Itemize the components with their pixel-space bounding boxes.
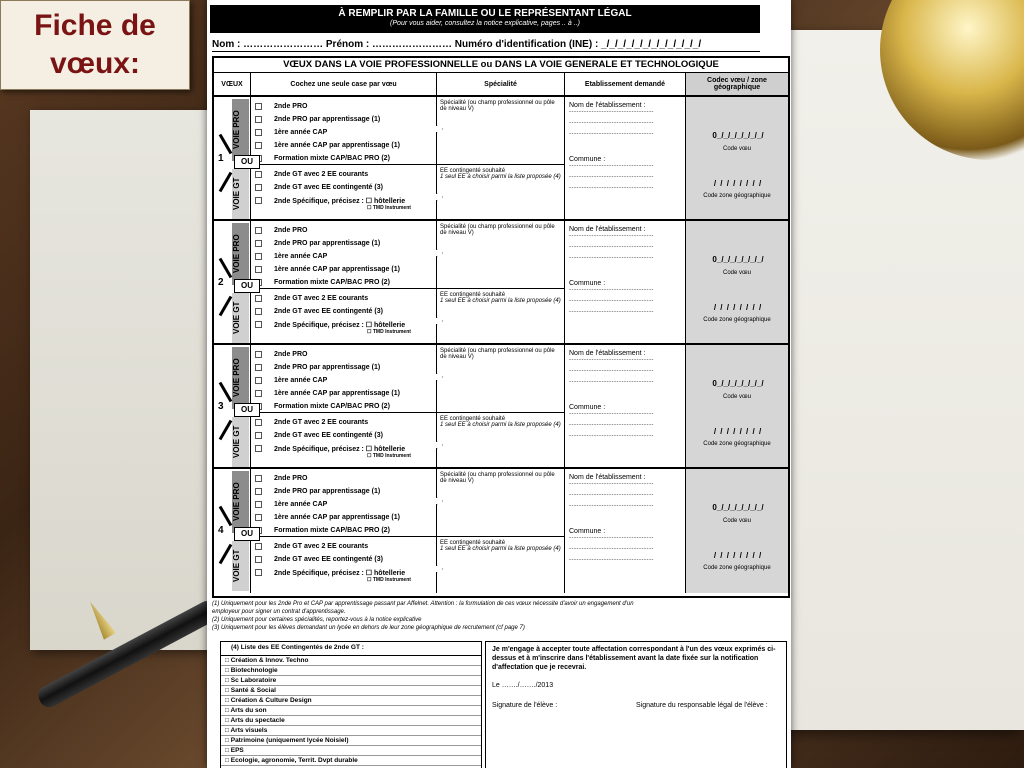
checkbox[interactable] — [255, 419, 262, 426]
blank-line[interactable]: ---------------------------------- — [569, 422, 654, 428]
choice-label: 2nde PRO — [274, 351, 308, 358]
voie-pro-label: VOIE PRO — [232, 482, 241, 522]
voeu-etablissement — [565, 345, 686, 467]
form-header-subtitle: (Pour vous aider, consultez la notice explicative, pages .. à ..) — [390, 20, 580, 27]
commune-label: Commune : — [569, 156, 606, 163]
choice-option[interactable] — [255, 374, 436, 387]
col-header-voeux: VŒUX — [214, 73, 251, 95]
signature-parent: Signature du responsable légal de l'élève : — [636, 702, 768, 709]
form-header — [210, 5, 760, 33]
code-zone-label: Code zone géographique — [703, 441, 771, 447]
voeu-row — [214, 469, 788, 593]
choice-label: 2nde GT avec 2 EE courants — [274, 543, 369, 550]
form-header-title: À REMPLIR PAR LA FAMILLE OU LE REPRÉSENTANT LÉGAL — [338, 8, 632, 19]
choice-option[interactable] — [255, 400, 436, 413]
choice-label: 2nde PRO par apprentissage (1) — [274, 364, 381, 371]
ou-label: OU — [234, 403, 260, 417]
ee-contingentes-list — [220, 641, 482, 768]
choice-option[interactable] — [255, 276, 436, 289]
etablissement-label: Nom de l'établissement : — [569, 226, 646, 233]
footnotes — [212, 600, 782, 632]
choice-label: 2nde PRO — [274, 103, 308, 110]
pro-choices — [251, 221, 436, 289]
desk-paper-left — [30, 110, 220, 650]
choice-label: Formation mixte CAP/BAC PRO (2) — [274, 527, 390, 534]
tmd-option[interactable]: ☐ TMD Instrument — [367, 205, 411, 211]
voeux-table-header — [214, 73, 788, 97]
choice-label: 2nde PRO par apprentissage (1) — [274, 240, 381, 247]
ee-souhaite-note: 1 seul EE à choisir parmi la liste proposée (4) — [440, 422, 561, 428]
tmd-option[interactable]: ☐ TMD Instrument — [367, 329, 411, 335]
blank-line[interactable]: ---------------------------------- — [569, 379, 654, 385]
code-voeu-field[interactable]: 0_/_/_/_/_/_/_/ — [712, 131, 764, 140]
code-zone-label: Code zone géographique — [703, 565, 771, 571]
ee-list-item[interactable]: □ Arts du son — [221, 706, 481, 716]
choice-option[interactable] — [255, 498, 436, 511]
choice-label: Formation mixte CAP/BAC PRO (2) — [274, 403, 390, 410]
checkbox[interactable] — [255, 475, 262, 482]
checkbox[interactable] — [255, 543, 262, 550]
form-sheet — [207, 0, 791, 768]
ee-souhaite-note: 1 seul EE à choisir parmi la liste proposée (4) — [440, 298, 561, 304]
voeu-number: 3 — [218, 401, 224, 412]
choice-label: 2nde GT avec 2 EE courants — [274, 171, 369, 178]
code-zone-field[interactable]: / / / / / / / / — [713, 303, 763, 312]
ee-list-item[interactable]: □ Patrimoine (uniquement lycée Noisiel) — [221, 736, 481, 746]
footnote: (2) Uniquement pour certaines spécialités, reportez-vous à la notice explicative — [212, 617, 422, 623]
code-voeu-field[interactable]: 0_/_/_/_/_/_/_/ — [712, 379, 764, 388]
choice-option[interactable] — [255, 250, 436, 263]
arrow-icon — [219, 296, 233, 317]
code-zone-field[interactable]: / / / / / / / / — [713, 551, 763, 560]
blank-line[interactable]: ---------------------------------- — [569, 557, 654, 563]
ee-list-item[interactable]: □ EPS — [221, 746, 481, 756]
voeux-table — [212, 56, 790, 598]
choice-option[interactable] — [255, 263, 436, 276]
voeu-number: 1 — [218, 153, 224, 164]
choice-option[interactable] — [255, 100, 436, 113]
voeu-specialite — [437, 97, 565, 219]
voie-pro-label: VOIE PRO — [232, 358, 241, 398]
blank-line[interactable]: ---------------------------------- — [569, 287, 654, 293]
blank-line[interactable]: ---------------------------------- — [569, 120, 654, 126]
choice-label: 1ère année CAP par apprentissage (1) — [274, 390, 400, 397]
choice-option[interactable] — [255, 485, 436, 498]
ou-label: OU — [234, 279, 260, 293]
voeu-row — [214, 97, 788, 221]
code-voeu-field[interactable]: 0_/_/_/_/_/_/_/ — [712, 503, 764, 512]
voie-gt-label: VOIE GT — [232, 549, 241, 583]
choice-option[interactable] — [255, 305, 436, 318]
ee-souhaite-note: 1 seul EE à choisir parmi la liste proposée (4) — [440, 174, 561, 180]
choice-label: 2nde PRO par apprentissage (1) — [274, 488, 381, 495]
checkbox[interactable] — [255, 103, 262, 110]
etablissement-label: Nom de l'établissement : — [569, 474, 646, 481]
ou-label: OU — [234, 155, 260, 169]
choice-label: 2nde Spécifique, précisez : ☐ hôtellerie — [274, 197, 406, 205]
voeu-side — [214, 97, 251, 219]
checkbox[interactable] — [255, 514, 262, 521]
voie-gt-label: VOIE GT — [232, 425, 241, 459]
signature-student: Signature de l'élève : — [492, 702, 558, 709]
voeu-etablissement — [565, 97, 686, 219]
arrow-icon — [219, 420, 233, 441]
voie-gt-label: VOIE GT — [232, 177, 241, 211]
code-zone-field[interactable]: / / / / / / / / — [713, 427, 763, 436]
ee-souhaite-note: 1 seul EE à choisir parmi la liste proposée (4) — [440, 546, 561, 552]
etablissement-label: Nom de l'établissement : — [569, 350, 646, 357]
gt-choices — [251, 165, 436, 211]
blank-line[interactable]: ---------------------------------- — [569, 503, 654, 509]
blank-line[interactable]: ---------------------------------- — [569, 233, 654, 239]
voie-gt-label: VOIE GT — [232, 301, 241, 335]
blank-line[interactable]: ---------------------------------- — [569, 535, 654, 541]
checkbox[interactable] — [255, 116, 262, 123]
specialite-pro-text: Spécialité (ou champ professionnel ou pôle de niveau V) — [440, 224, 555, 236]
choice-option[interactable] — [255, 237, 436, 250]
choice-label: 1ère année CAP par apprentissage (1) — [274, 142, 400, 149]
engagement-text: Je m'engage à accepter toute affectation correspondant à l'un des vœux exprimés ci-dessus et à m'inscrire dans l'établissement avant la date fixée sur la notification d'affectation que je recevrai. — [492, 646, 776, 671]
ee-list-item[interactable]: □ Arts du spectacle — [221, 716, 481, 726]
voeu-choices — [251, 97, 437, 219]
blank-line[interactable]: ---------------------------------- — [569, 185, 654, 191]
checkbox[interactable] — [255, 184, 262, 191]
blank-line[interactable]: ---------------------------------- — [569, 481, 654, 487]
choice-option[interactable] — [255, 387, 436, 400]
blank-line[interactable]: ---------------------------------- — [569, 357, 654, 363]
arrow-icon — [219, 172, 233, 193]
choice-label: 2nde PRO par apprentissage (1) — [274, 116, 381, 123]
ee-list-item[interactable]: □ Biotechnologie — [221, 666, 481, 676]
code-voeu-label: Code vœu — [722, 146, 751, 152]
checkbox[interactable] — [255, 308, 262, 315]
ou-label: OU — [234, 527, 260, 541]
blank-line[interactable]: ---------------------------------- — [569, 244, 654, 250]
blank-line[interactable]: ---------------------------------- — [569, 433, 654, 439]
ee-list-item[interactable]: □ Création & Innov. Techno — [221, 656, 481, 666]
footnote: employeur pour signer un contrat d'apprentissage. — [212, 609, 346, 615]
blank-line[interactable]: ---------------------------------- — [569, 368, 654, 374]
blank-line[interactable]: ---------------------------------- — [569, 492, 654, 498]
voeu-specialite — [437, 345, 565, 467]
voeu-choices — [251, 469, 437, 593]
arrow-icon — [219, 544, 233, 565]
checkbox[interactable] — [255, 501, 262, 508]
checkbox[interactable] — [255, 445, 262, 452]
tmd-option[interactable]: ☐ TMD Instrument — [367, 577, 411, 583]
col-header-specialite: Spécialité — [437, 73, 565, 95]
choice-label: 1ère année CAP par apprentissage (1) — [274, 514, 400, 521]
checkbox[interactable] — [255, 129, 262, 136]
choice-label: 2nde GT avec EE contingenté (3) — [274, 308, 383, 315]
blank-line[interactable]: ---------------------------------- — [569, 309, 654, 315]
arrow-icon — [219, 134, 233, 155]
choice-option[interactable] — [255, 113, 436, 126]
gt-choices — [251, 537, 436, 583]
choice-option[interactable] — [255, 224, 436, 237]
choice-label: 2nde GT avec EE contingenté (3) — [274, 432, 383, 439]
checkbox[interactable] — [255, 390, 262, 397]
choice-option[interactable] — [255, 152, 436, 165]
voeu-code — [686, 97, 788, 219]
choice-label: 2nde Spécifique, précisez : ☐ hôtellerie — [274, 569, 406, 577]
choice-label: 1ère année CAP — [274, 129, 328, 136]
voeu-etablissement — [565, 221, 686, 343]
checkbox[interactable] — [255, 364, 262, 371]
checkbox[interactable] — [255, 266, 262, 273]
blank-line[interactable]: ---------------------------------- — [569, 109, 654, 115]
blank-line[interactable]: ---------------------------------- — [569, 255, 654, 261]
choice-option[interactable] — [255, 553, 436, 566]
choice-option[interactable] — [255, 416, 436, 429]
arrow-icon — [219, 506, 233, 527]
choice-option[interactable] — [255, 126, 436, 139]
pro-choices — [251, 469, 436, 537]
checkbox[interactable] — [255, 295, 262, 302]
footnote: (1) Uniquement pour les 2nde Pro et CAP par apprentissage passant par Affelnet. Attention : la formulation de ces vœux nécessite d'avoir un engagement d'un — [212, 601, 634, 607]
footnote: (3) Uniquement pour les élèves demandant un lycée en dehors de leur zone géographique de recrutement (cf page 7) — [212, 625, 525, 631]
ee-souhaite-title: EE contingenté souhaité — [440, 292, 506, 298]
voeu-number: 2 — [218, 277, 224, 288]
ee-list-item[interactable]: □ Ecologie, agronomie, Territ. Dvpt durable — [221, 756, 481, 766]
voeu-code — [686, 469, 788, 593]
ee-list-item[interactable]: □ Arts visuels — [221, 726, 481, 736]
voeu-side — [214, 469, 251, 593]
checkbox[interactable] — [255, 171, 262, 178]
checkbox[interactable] — [255, 253, 262, 260]
engagement-box — [485, 641, 787, 768]
voeu-row — [214, 345, 788, 469]
ee-list-item[interactable]: □ Sc Laboratoire — [221, 676, 481, 686]
choice-label: 2nde GT avec 2 EE courants — [274, 295, 369, 302]
gt-choices — [251, 289, 436, 335]
ee-items — [221, 656, 481, 766]
voie-pro-label: VOIE PRO — [232, 234, 241, 274]
choice-option[interactable] — [255, 429, 436, 442]
ee-souhaite-title: EE contingenté souhaité — [440, 540, 506, 546]
ee-list-item[interactable]: □ Santé & Social — [221, 686, 481, 696]
pro-choices — [251, 97, 436, 165]
choice-option[interactable] — [255, 540, 436, 553]
code-zone-field[interactable]: / / / / / / / / — [713, 179, 763, 188]
choice-label: 1ère année CAP — [274, 501, 328, 508]
voeu-side — [214, 345, 251, 467]
commune-label: Commune : — [569, 280, 606, 287]
specialite-pro-text: Spécialité (ou champ professionnel ou pôle de niveau V) — [440, 348, 555, 360]
voeux-rows — [214, 97, 788, 593]
col-header-etablissement: Etablissement demandé — [565, 73, 686, 95]
choice-label: Formation mixte CAP/BAC PRO (2) — [274, 279, 390, 286]
choice-label: 2nde PRO — [274, 475, 308, 482]
code-voeu-label: Code vœu — [722, 270, 751, 276]
choice-label: 2nde GT avec EE contingenté (3) — [274, 556, 383, 563]
ee-souhaite-title: EE contingenté souhaité — [440, 168, 506, 174]
code-voeu-label: Code vœu — [722, 518, 751, 524]
code-voeu-label: Code vœu — [722, 394, 751, 400]
voeu-choices — [251, 221, 437, 343]
blank-line[interactable]: ---------------------------------- — [569, 163, 654, 169]
blank-line[interactable]: ---------------------------------- — [569, 298, 654, 304]
choice-option[interactable] — [255, 361, 436, 374]
checkbox[interactable] — [255, 377, 262, 384]
choice-label: 2nde GT avec EE contingenté (3) — [274, 184, 383, 191]
commune-label: Commune : — [569, 528, 606, 535]
blank-line[interactable]: ---------------------------------- — [569, 131, 654, 137]
checkbox[interactable] — [255, 240, 262, 247]
choice-option[interactable] — [255, 168, 436, 181]
voeu-side — [214, 221, 251, 343]
choice-option[interactable] — [255, 181, 436, 194]
code-zone-label: Code zone géographique — [703, 193, 771, 199]
col-header-code: Codec vœu / zone géographique — [686, 73, 788, 95]
choice-option[interactable] — [255, 139, 436, 152]
choice-label: Formation mixte CAP/BAC PRO (2) — [274, 155, 390, 162]
voie-pro-label: VOIE PRO — [232, 110, 241, 150]
gt-choices — [251, 413, 436, 459]
checkbox[interactable] — [255, 351, 262, 358]
title-card — [0, 0, 190, 90]
choice-option[interactable] — [255, 472, 436, 485]
ee-list-item[interactable]: □ Création & Culture Design — [221, 696, 481, 706]
choice-label: 1ère année CAP par apprentissage (1) — [274, 266, 400, 273]
etablissement-label: Nom de l'établissement : — [569, 102, 646, 109]
commune-label: Commune : — [569, 404, 606, 411]
arrow-icon — [219, 258, 233, 279]
checkbox[interactable] — [255, 321, 262, 328]
col-header-cochez: Cochez une seule case par vœu — [251, 73, 437, 95]
choice-option[interactable] — [255, 511, 436, 524]
ee-souhaite-title: EE contingenté souhaité — [440, 416, 506, 422]
checkbox[interactable] — [255, 227, 262, 234]
checkbox[interactable] — [255, 488, 262, 495]
slide-title: Fiche de vœux: — [34, 9, 156, 80]
checkbox[interactable] — [255, 569, 262, 576]
checkbox[interactable] — [255, 556, 262, 563]
pro-choices — [251, 345, 436, 413]
blank-line[interactable]: ---------------------------------- — [569, 174, 654, 180]
choice-label: 1ère année CAP — [274, 377, 328, 384]
identity-line: Nom : …………………… Prénom : …………………… Numéro d'identification (INE) : _/_/_/_/_/_/_/_/_/_/_/_/ — [212, 39, 760, 52]
voeu-code — [686, 221, 788, 343]
voeu-number: 4 — [218, 525, 224, 536]
blank-line[interactable]: ---------------------------------- — [569, 546, 654, 552]
checkbox[interactable] — [255, 197, 262, 204]
blank-line[interactable]: ---------------------------------- — [569, 411, 654, 417]
engagement-date: Le ……./……./2013 — [492, 682, 554, 689]
tmd-option[interactable]: ☐ TMD Instrument — [367, 453, 411, 459]
choice-label: 2nde PRO — [274, 227, 308, 234]
voeu-specialite — [437, 221, 565, 343]
choice-label: 2nde GT avec 2 EE courants — [274, 419, 369, 426]
code-zone-label: Code zone géographique — [703, 317, 771, 323]
specialite-pro-text: Spécialité (ou champ professionnel ou pôle de niveau V) — [440, 100, 555, 112]
voeu-row — [214, 221, 788, 345]
choice-option[interactable] — [255, 292, 436, 305]
checkbox[interactable] — [255, 142, 262, 149]
choice-label: 2nde Spécifique, précisez : ☐ hôtellerie — [274, 321, 406, 329]
choice-option[interactable] — [255, 524, 436, 537]
choice-option[interactable] — [255, 348, 436, 361]
choice-label: 1ère année CAP — [274, 253, 328, 260]
choice-label: 2nde Spécifique, précisez : ☐ hôtellerie — [274, 445, 406, 453]
voeu-code — [686, 345, 788, 467]
voeu-etablissement — [565, 469, 686, 593]
checkbox[interactable] — [255, 432, 262, 439]
voeux-table-title: VŒUX DANS LA VOIE PROFESSIONNELLE ou DANS LA VOIE GENERALE ET TECHNOLOGIQUE — [214, 58, 788, 73]
specialite-pro-text: Spécialité (ou champ professionnel ou pôle de niveau V) — [440, 472, 555, 484]
ee-list-title: (4) Liste des EE Contingentés de 2nde GT : — [221, 642, 481, 656]
arrow-icon — [219, 382, 233, 403]
voeu-choices — [251, 345, 437, 467]
voeu-specialite — [437, 469, 565, 593]
code-voeu-field[interactable]: 0_/_/_/_/_/_/_/ — [712, 255, 764, 264]
